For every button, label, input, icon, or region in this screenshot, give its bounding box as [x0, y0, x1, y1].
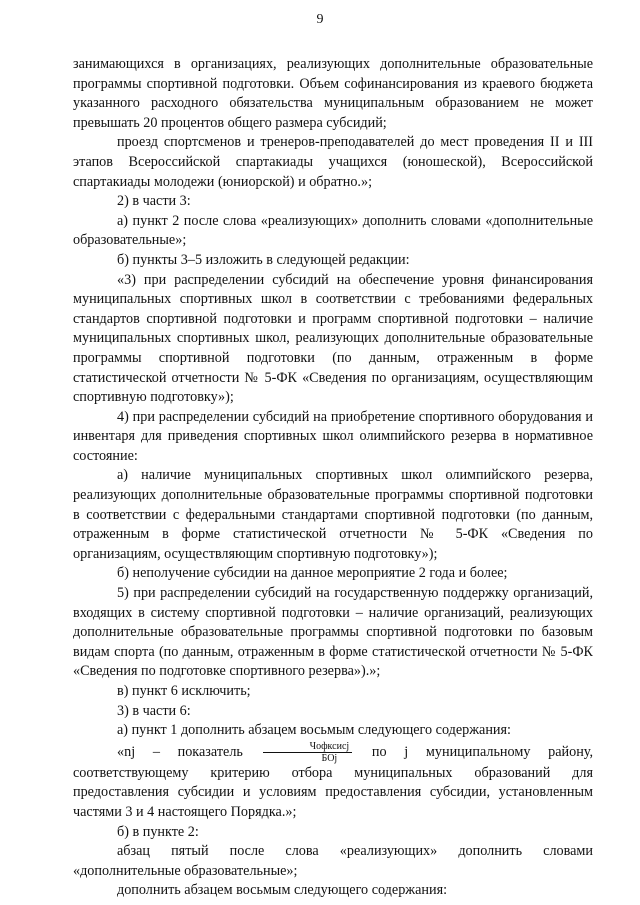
paragraph: 2) в части 3:	[117, 193, 191, 210]
paragraph: в) пункт 6 исключить;	[117, 683, 251, 699]
fraction-denominator: БОj	[321, 752, 338, 764]
formula-paragraph	[73, 741, 593, 823]
paragraph: проезд спортсменов и тренеров-преподавателей до мест проведения II и III этапов Всероссийской спартакиады учащихся (юношеской), Всероссийской спартакиады молодежи (юниорской) и обратно.»;	[73, 134, 593, 190]
paragraph: а) наличие муниципальных спортивных школ олимпийского резерва, реализующих дополнительные образовательные программы спортивной подготовки в соответствии с федеральными стандартами спортивной подготовки (по данным, отраженным в форме статистической отчетности № 5-ФК «Сведения по организациям, осуществляющим спортивную подготовку»);	[73, 467, 593, 562]
paragraph: «3) при распределении субсидий на обеспечение уровня финансирования муниципальных спортивных школ в соответствии с требованиями федеральных стандартов спортивной подготовки и программ спортивной подготовки – наличие муниципальных спортивных школ, реализующих дополнительные образовательные программы спортивной подготовки (по данным, отраженным в форме статистической отчетности № 5-ФК «Сведения по организациям, осуществляющим спортивную подготовку»);	[73, 271, 593, 406]
paragraph: а) пункт 2 после слова «реализующих» дополнить словами «дополнительные образовательные»;	[73, 212, 593, 249]
paragraph: б) в пункте 2:	[117, 823, 199, 840]
paragraph: 3) в части 6:	[117, 702, 191, 719]
paragraph: 4) при распределении субсидий на приобретение спортивного оборудования и инвентаря для приведения спортивных школ олимпийского резерва в нормативное состояние:	[73, 408, 593, 464]
paragraph: занимающихся в организациях, реализующих дополнительные образовательные программы спортивной подготовки. Объем софинансирования из краевого бюджета указанного расходного обязательства муниципальным образованием не может превышать 20 процентов общего размера субсидий;	[73, 56, 593, 131]
formula-trail-text: по j муниципальному району, соответствующему критерию отбора муниципальных образований для предоставления субсидии и условиям предоставления субсидии, установленным частями 3 и 4 настоящего Порядка.»;	[73, 743, 594, 820]
fraction-numerator: Чофксисj	[263, 741, 353, 753]
formula-fraction	[263, 741, 353, 764]
paragraph: а) пункт 1 дополнить абзацем восьмым следующего содержания:	[117, 722, 511, 739]
formula-lead-text: «nj – показатель	[117, 743, 243, 760]
paragraph: 5) при распределении субсидий на государственную поддержку организаций, входящих в систему спортивной подготовки – наличие организаций, реализующих дополнительные образовательные программы спортивной подготовки по базовым видам спорта (по данным, отраженным в форме статистической отчетности № 5-ФК «Сведения по подготовке спортивного резерва»).»;	[73, 585, 593, 680]
paragraph: б) неполучение субсидии на данное мероприятие 2 года и более;	[117, 565, 508, 582]
page-number: 9	[316, 12, 324, 27]
document-body	[73, 55, 593, 901]
paragraph: б) пункты 3–5 изложить в следующей редакции:	[117, 251, 410, 268]
paragraph: абзац пятый после слова «реализующих» дополнить словами «дополнительные образовательные»;	[73, 843, 593, 879]
paragraph: дополнить абзацем восьмым следующего содержания:	[117, 882, 448, 899]
